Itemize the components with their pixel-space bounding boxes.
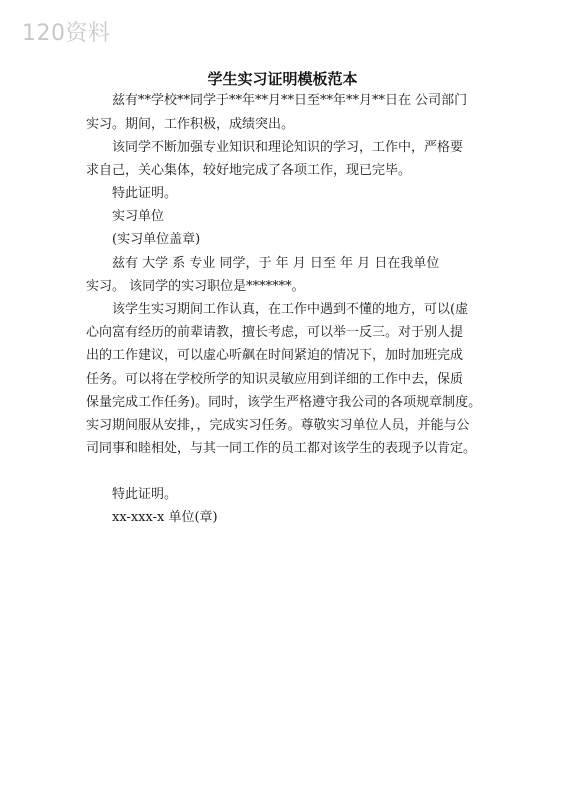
paragraph-4-line-1: 该学生实习期间工作认真，在工作中遇到不懂的地方，可以(虚 — [112, 302, 469, 317]
paragraph-4-line-2: 心向富有经历的前辈请教，擅长考虑，可以举一反三。对于别人提 — [86, 325, 464, 340]
closing-line-2: 特此证明。 — [112, 487, 178, 502]
paragraph-1-line-2: 实习。期间，工作积极，成绩突出。 — [86, 117, 295, 132]
paragraph-3-line-1: 兹有 大学 系 专业 同学，于 年 月 日至 年 月 日在我单位 — [112, 256, 440, 271]
paragraph-4-line-6: 实习期间服从安排，，完成实习任务。尊敬实习单位人员，并能与公 — [86, 418, 470, 433]
seal-note: (实习单位盖章) — [112, 232, 201, 247]
watermark-logo: 120资料 — [22, 21, 111, 46]
paragraph-4-line-4: 任务。可以将在学校所学的知识灵敏应用到详细的工作中去，保质 — [86, 372, 464, 387]
paragraph-2-line-1: 该同学不断加强专业知识和理论知识的学习，工作中，严格要 — [112, 140, 464, 155]
paragraph-4-line-5: 保量完成工作任务)。同时，该学生严格遵守我公司的各项规章制度。 — [86, 395, 482, 410]
issuer-label: 实习单位 — [112, 209, 165, 224]
paragraph-4-line-7: 司同事和睦相处，与其一同工作的员工都对该学生的表现予以肯定。 — [86, 441, 477, 456]
paragraph-1-line-1: 兹有**学校**同学于**年**月**日至**年**月**日在 公司部门 — [112, 93, 468, 108]
closing-line-1: 特此证明。 — [112, 186, 178, 201]
document-title: 学生实习证明模板范本 — [207, 70, 358, 88]
paragraph-3-line-2: 实习。 该同学的实习职位是*******。 — [86, 279, 305, 294]
paragraph-4-line-3: 出的工作建议，可以虚心听飙在时间紧迫的情况下，加时加班完成 — [86, 348, 464, 363]
issuer-signature: xx-xxx-x 单位(章) — [112, 510, 218, 525]
paragraph-2-line-2: 求自己，关心集体，较好地完成了各项工作，现已完毕。 — [86, 163, 412, 178]
